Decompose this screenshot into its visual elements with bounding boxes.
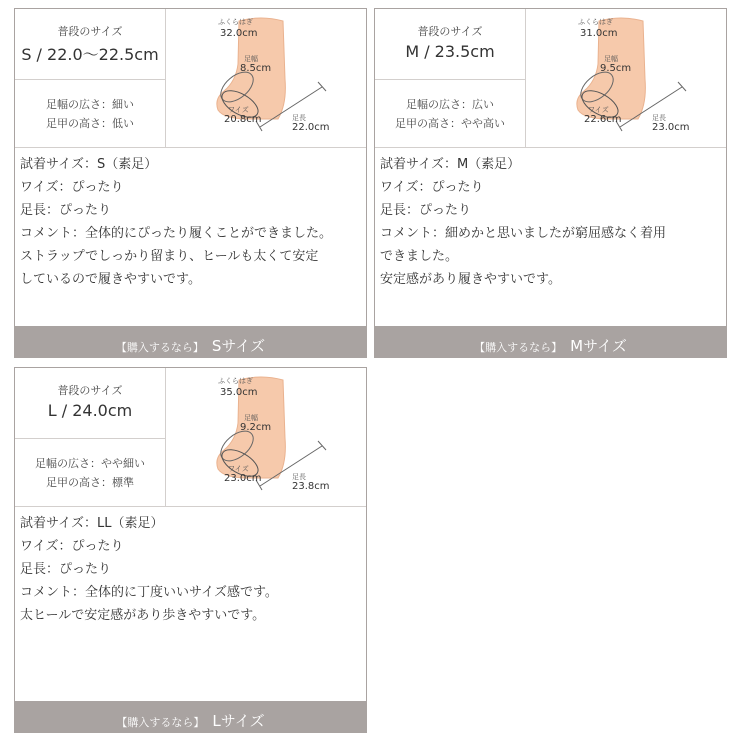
length-label: 足長: [652, 114, 666, 122]
usual-size-box: [15, 9, 165, 80]
usual-size-value: S / 22.0〜22.5cm: [21, 45, 159, 64]
foot-width-text: 足幅の広さ：やや細い: [35, 457, 145, 470]
buy-button-size: Lサイズ: [212, 712, 265, 730]
buy-size-button[interactable]: [15, 701, 366, 732]
length-value: 23.0cm: [652, 122, 690, 133]
ankle-label: 足幅: [604, 55, 618, 63]
foot-shape: [15, 95, 165, 133]
foot-icon: [526, 9, 726, 147]
foot-instep-text: 足甲の高さ：やや高い: [395, 117, 505, 130]
review-line: コメント：全体的に丁度いいサイズ感です。: [20, 585, 278, 600]
size-card-m: [374, 8, 727, 358]
length-value: 22.0cm: [292, 122, 330, 133]
calf-label: ふくらはぎ: [218, 18, 253, 26]
buy-button-prefix: 【購入するなら】: [115, 341, 204, 354]
card-header: [15, 9, 366, 148]
foot-illustration: [166, 368, 366, 506]
foot-shape: [15, 454, 165, 492]
size-card-l: [14, 367, 367, 733]
review-line: ワイズ：ぴったり: [20, 180, 124, 195]
foot-width-text: 足幅の広さ：広い: [406, 98, 494, 111]
review-line: 試着サイズ：LL（素足）: [20, 516, 164, 531]
review-line: 太ヒールで安定感があり歩きやすいです。: [20, 608, 266, 623]
wise-label: ワイズ: [228, 465, 249, 473]
calf-value: 31.0cm: [580, 28, 618, 39]
review-line: 足長：ぴったり: [20, 203, 112, 218]
usual-size-box: [15, 368, 165, 439]
review-line: 足長：ぴったり: [380, 203, 472, 218]
wise-value: 23.0cm: [224, 473, 262, 484]
length-label: 足長: [292, 473, 306, 481]
buy-button-size: Sサイズ: [211, 337, 266, 355]
calf-label: ふくらはぎ: [578, 18, 613, 26]
buy-button-prefix: 【購入するなら】: [116, 716, 205, 729]
usual-size-value: L / 24.0cm: [47, 401, 133, 420]
review-line: 試着サイズ：M（素足）: [380, 157, 521, 172]
usual-size-label: 普段のサイズ: [417, 25, 483, 38]
review-line: ワイズ：ぴったり: [20, 539, 124, 554]
foot-info: [15, 9, 166, 147]
ankle-label: 足幅: [244, 55, 258, 63]
usual-size-label: 普段のサイズ: [57, 25, 123, 38]
review-line: コメント：全体的にぴったり履くことができました。: [20, 226, 333, 241]
review-line: できました。: [380, 249, 459, 264]
foot-icon: [166, 368, 366, 506]
review-text: [20, 153, 360, 291]
buy-button-size: Mサイズ: [570, 337, 627, 355]
review-line: 足長：ぴったり: [20, 562, 112, 577]
foot-shape: [375, 95, 525, 133]
card-header: [375, 9, 726, 148]
buy-size-button[interactable]: [15, 326, 366, 357]
foot-instep-text: 足甲の高さ：標準: [46, 476, 134, 489]
wise-value: 22.6cm: [584, 114, 622, 125]
foot-illustration: [526, 9, 726, 147]
foot-info: [375, 9, 526, 147]
review-line: しているので履きやすいです。: [20, 272, 201, 287]
wise-label: ワイズ: [588, 106, 609, 114]
review-line: ワイズ：ぴったり: [380, 180, 484, 195]
review-text: [20, 512, 360, 627]
review-line: 安定感があり履きやすいです。: [380, 272, 561, 287]
length-value: 23.8cm: [292, 481, 330, 492]
card-header: [15, 368, 366, 507]
ankle-value: 8.5cm: [240, 63, 272, 74]
review-line: コメント：細めかと思いましたが窮屈感なく着用: [380, 226, 667, 241]
ankle-value: 9.5cm: [600, 63, 632, 74]
review-line: ストラップでしっかり留まり、ヒールも太くて安定: [20, 249, 319, 264]
calf-label: ふくらはぎ: [218, 377, 253, 385]
foot-info: [15, 368, 166, 506]
foot-icon: [166, 9, 366, 147]
wise-label: ワイズ: [228, 106, 249, 114]
calf-value: 32.0cm: [220, 28, 258, 39]
wise-value: 20.8cm: [224, 114, 262, 125]
usual-size-box: [375, 9, 525, 80]
buy-size-button[interactable]: [375, 326, 726, 357]
ankle-value: 9.2cm: [240, 422, 272, 433]
review-line: 試着サイズ：S（素足）: [20, 157, 158, 172]
usual-size-value: M / 23.5cm: [405, 42, 495, 61]
foot-width-text: 足幅の広さ：細い: [46, 98, 134, 111]
buy-button-prefix: 【購入するなら】: [474, 341, 563, 354]
length-label: 足長: [292, 114, 306, 122]
size-card-s: [14, 8, 367, 358]
usual-size-label: 普段のサイズ: [57, 384, 123, 397]
foot-illustration: [166, 9, 366, 147]
review-text: [380, 153, 720, 291]
foot-instep-text: 足甲の高さ：低い: [46, 117, 134, 130]
calf-value: 35.0cm: [220, 387, 258, 398]
ankle-label: 足幅: [244, 414, 258, 422]
